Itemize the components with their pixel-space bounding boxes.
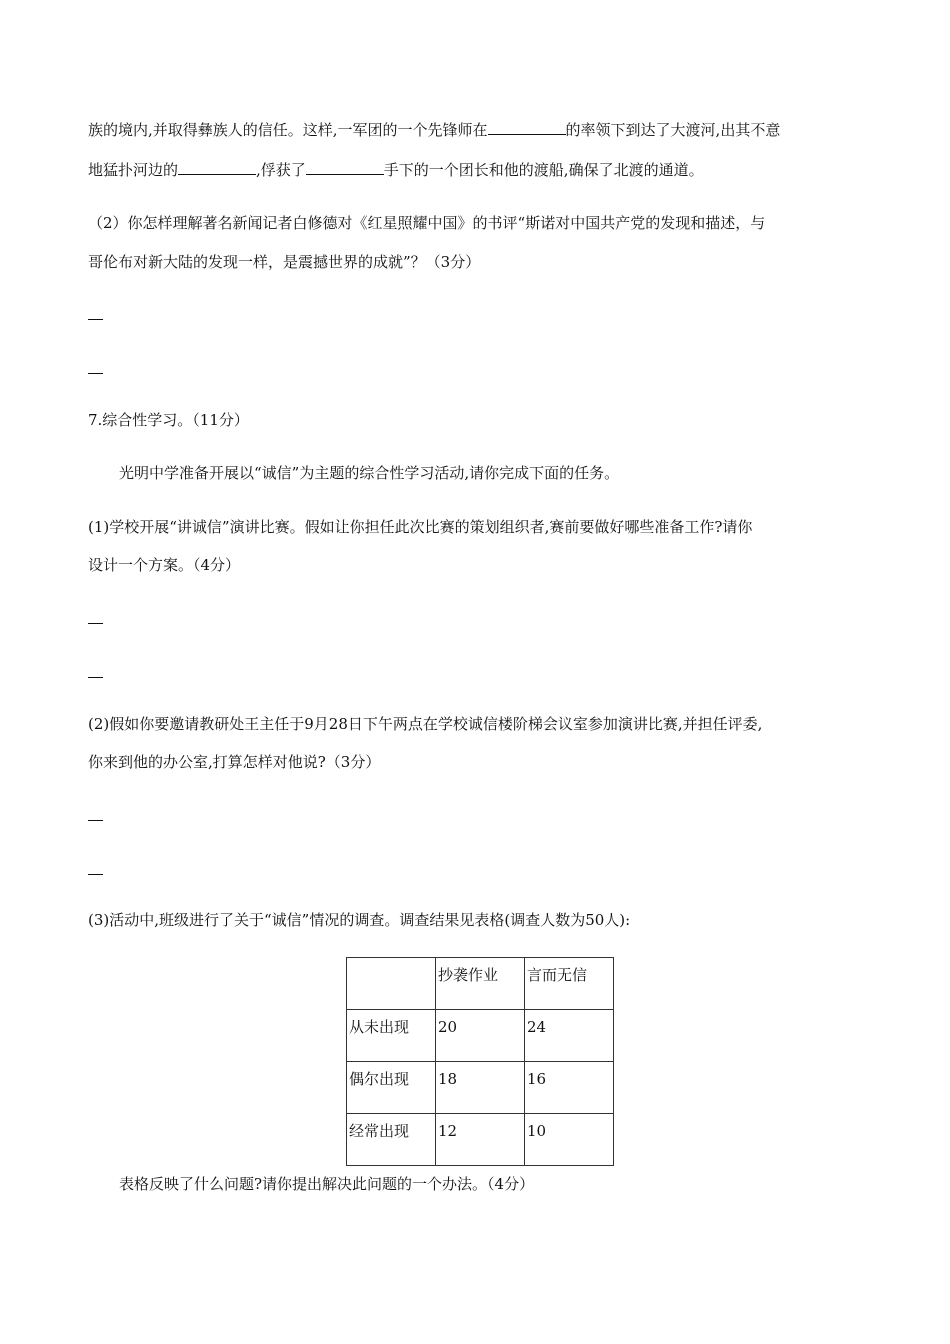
table-row-label: 从未出现 <box>347 1010 436 1062</box>
table-row <box>347 1114 614 1166</box>
q6-text-1b: 的率领下到达了大渡河,出其不意 <box>565 121 781 139</box>
table-cell: 10 <box>525 1114 614 1166</box>
fill-blank-2[interactable] <box>178 160 256 175</box>
q7-2-line2: 你来到他的办公室,打算怎样对他说?（3分） <box>88 753 381 771</box>
q7-intro: 光明中学准备开展以“诚信”为主题的综合性学习活动,请你完成下面的任务。 <box>119 464 620 482</box>
table-cell: 20 <box>436 1010 525 1062</box>
q7-2-line1: (2)假如你要邀请教研处王主任于9月28日下午两点在学校诚信楼阶梯会议室参加演讲比赛,并担任评委, <box>88 715 763 733</box>
table-header-row <box>347 958 614 1010</box>
table-row <box>347 1010 614 1062</box>
answer-line-1[interactable] <box>88 319 103 320</box>
table-row-label: 经常出现 <box>347 1114 436 1166</box>
q7-3-line1: (3)活动中,班级进行了关于“诚信”情况的调查。调查结果见表格(调查人数为50人): <box>88 911 631 929</box>
q6-text-2b: ,俘获了 <box>256 161 306 179</box>
table-cell: 18 <box>436 1062 525 1114</box>
survey-table <box>346 957 614 1166</box>
q6-2-line2: 哥伦布对新大陆的发现一样，是震撼世界的成就”？（3分） <box>88 253 481 271</box>
q6-2-line1: （2）你怎样理解著名新闻记者白修德对《红星照耀中国》的书评“斯诺对中国共产党的发现和描述，与 <box>88 214 766 232</box>
q6-continued-line1 <box>88 120 780 140</box>
table-row-label: 偶尔出现 <box>347 1062 436 1114</box>
table-cell: 24 <box>525 1010 614 1062</box>
answer-line-3[interactable] <box>88 623 103 624</box>
q7-title: 7.综合性学习。（11分） <box>88 411 249 429</box>
table-cell: 12 <box>436 1114 525 1166</box>
q7-3-question: 表格反映了什么问题?请你提出解决此问题的一个办法。（4分） <box>119 1175 535 1193</box>
q7-1-line2: 设计一个方案。（4分） <box>88 556 241 574</box>
q6-text-2a: 地猛扑河边的 <box>88 161 179 179</box>
answer-line-2[interactable] <box>88 373 103 374</box>
table-header-cell: 抄袭作业 <box>436 958 525 1010</box>
table-cell: 16 <box>525 1062 614 1114</box>
answer-line-6[interactable] <box>88 874 103 875</box>
q7-1-line1: (1)学校开展“讲诚信”演讲比赛。假如让你担任此次比赛的策划组织者,赛前要做好哪些准备工作?请你 <box>88 518 753 536</box>
answer-line-4[interactable] <box>88 677 103 678</box>
table-row <box>347 1062 614 1114</box>
q6-text-2c: 手下的一个团长和他的渡船,确保了北渡的通道。 <box>383 161 704 179</box>
q6-continued-line2 <box>88 160 704 180</box>
fill-blank-3[interactable] <box>306 160 384 175</box>
table-header-cell: 言而无信 <box>525 958 614 1010</box>
fill-blank-1[interactable] <box>488 120 566 135</box>
answer-line-5[interactable] <box>88 820 103 821</box>
table-cell <box>347 958 436 1010</box>
q6-text-1a: 族的境内,并取得彝族人的信任。这样,一军团的一个先锋师在 <box>88 121 488 139</box>
